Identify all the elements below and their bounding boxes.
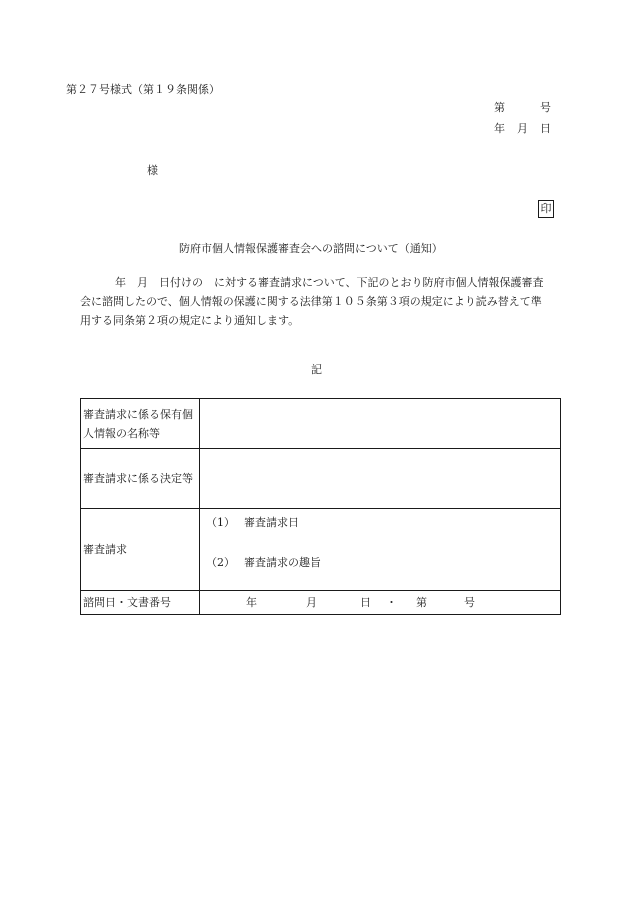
inquiry-separator: ・ bbox=[386, 596, 397, 609]
body-line-1: 年 月 日付けの に対する審査請求について、下記のとおり防府市個人情報保護審査 bbox=[115, 276, 544, 289]
body-paragraph bbox=[80, 273, 555, 330]
date-month: 月 bbox=[517, 122, 528, 135]
request-item-1-text: 審査請求日 bbox=[244, 516, 299, 529]
date-year: 年 bbox=[494, 122, 505, 135]
inquiry-no-prefix: 第 bbox=[416, 596, 427, 609]
addressee-suffix: 様 bbox=[147, 164, 158, 177]
body-line-2: 会に諮問したので、個人情報の保護に関する法律第１０５条第３項の規定により読み替えて準 bbox=[80, 295, 542, 308]
row-label-inquiry-date: 諮問日・文書番号 bbox=[81, 591, 200, 615]
row-value-request bbox=[200, 509, 561, 591]
ki-heading: 記 bbox=[311, 363, 322, 376]
inquiry-year: 年 bbox=[246, 596, 257, 609]
inquiry-day: 日 bbox=[360, 596, 371, 609]
request-item-2-num: （2） bbox=[206, 556, 235, 569]
row-label-decision: 審査請求に係る決定等 bbox=[81, 449, 200, 509]
inquiry-no-suffix: 号 bbox=[464, 596, 475, 609]
request-item-2 bbox=[206, 553, 558, 572]
table-row bbox=[81, 449, 561, 509]
request-item-1-num: （1） bbox=[206, 516, 235, 529]
row-label-line-2: 人情報の名称等 bbox=[83, 426, 160, 440]
doc-number-prefix: 第 bbox=[494, 101, 505, 114]
doc-number-suffix: 号 bbox=[540, 101, 551, 114]
date-day: 日 bbox=[540, 122, 551, 135]
document-title: 防府市個人情報保護審査会への諮問について（通知） bbox=[179, 242, 443, 255]
row-value-info-name bbox=[200, 399, 561, 449]
inquiry-table bbox=[80, 398, 561, 615]
request-item-1 bbox=[206, 513, 558, 532]
row-label-request: 審査請求 bbox=[81, 509, 200, 591]
body-line-3: 用する同条第２項の規定により通知します。 bbox=[80, 314, 300, 327]
form-number: 第２７号様式（第１９条関係） bbox=[66, 83, 220, 96]
row-value-decision bbox=[200, 449, 561, 509]
row-value-inquiry-date bbox=[200, 591, 561, 615]
seal-stamp: 印 bbox=[538, 200, 554, 218]
inquiry-month: 月 bbox=[306, 596, 317, 609]
table-row bbox=[81, 399, 561, 449]
row-label-line-1: 審査請求に係る保有個 bbox=[83, 407, 193, 421]
table-row bbox=[81, 591, 561, 615]
request-item-2-text: 審査請求の趣旨 bbox=[244, 556, 321, 569]
table-row bbox=[81, 509, 561, 591]
row-label-info-name bbox=[81, 399, 200, 449]
